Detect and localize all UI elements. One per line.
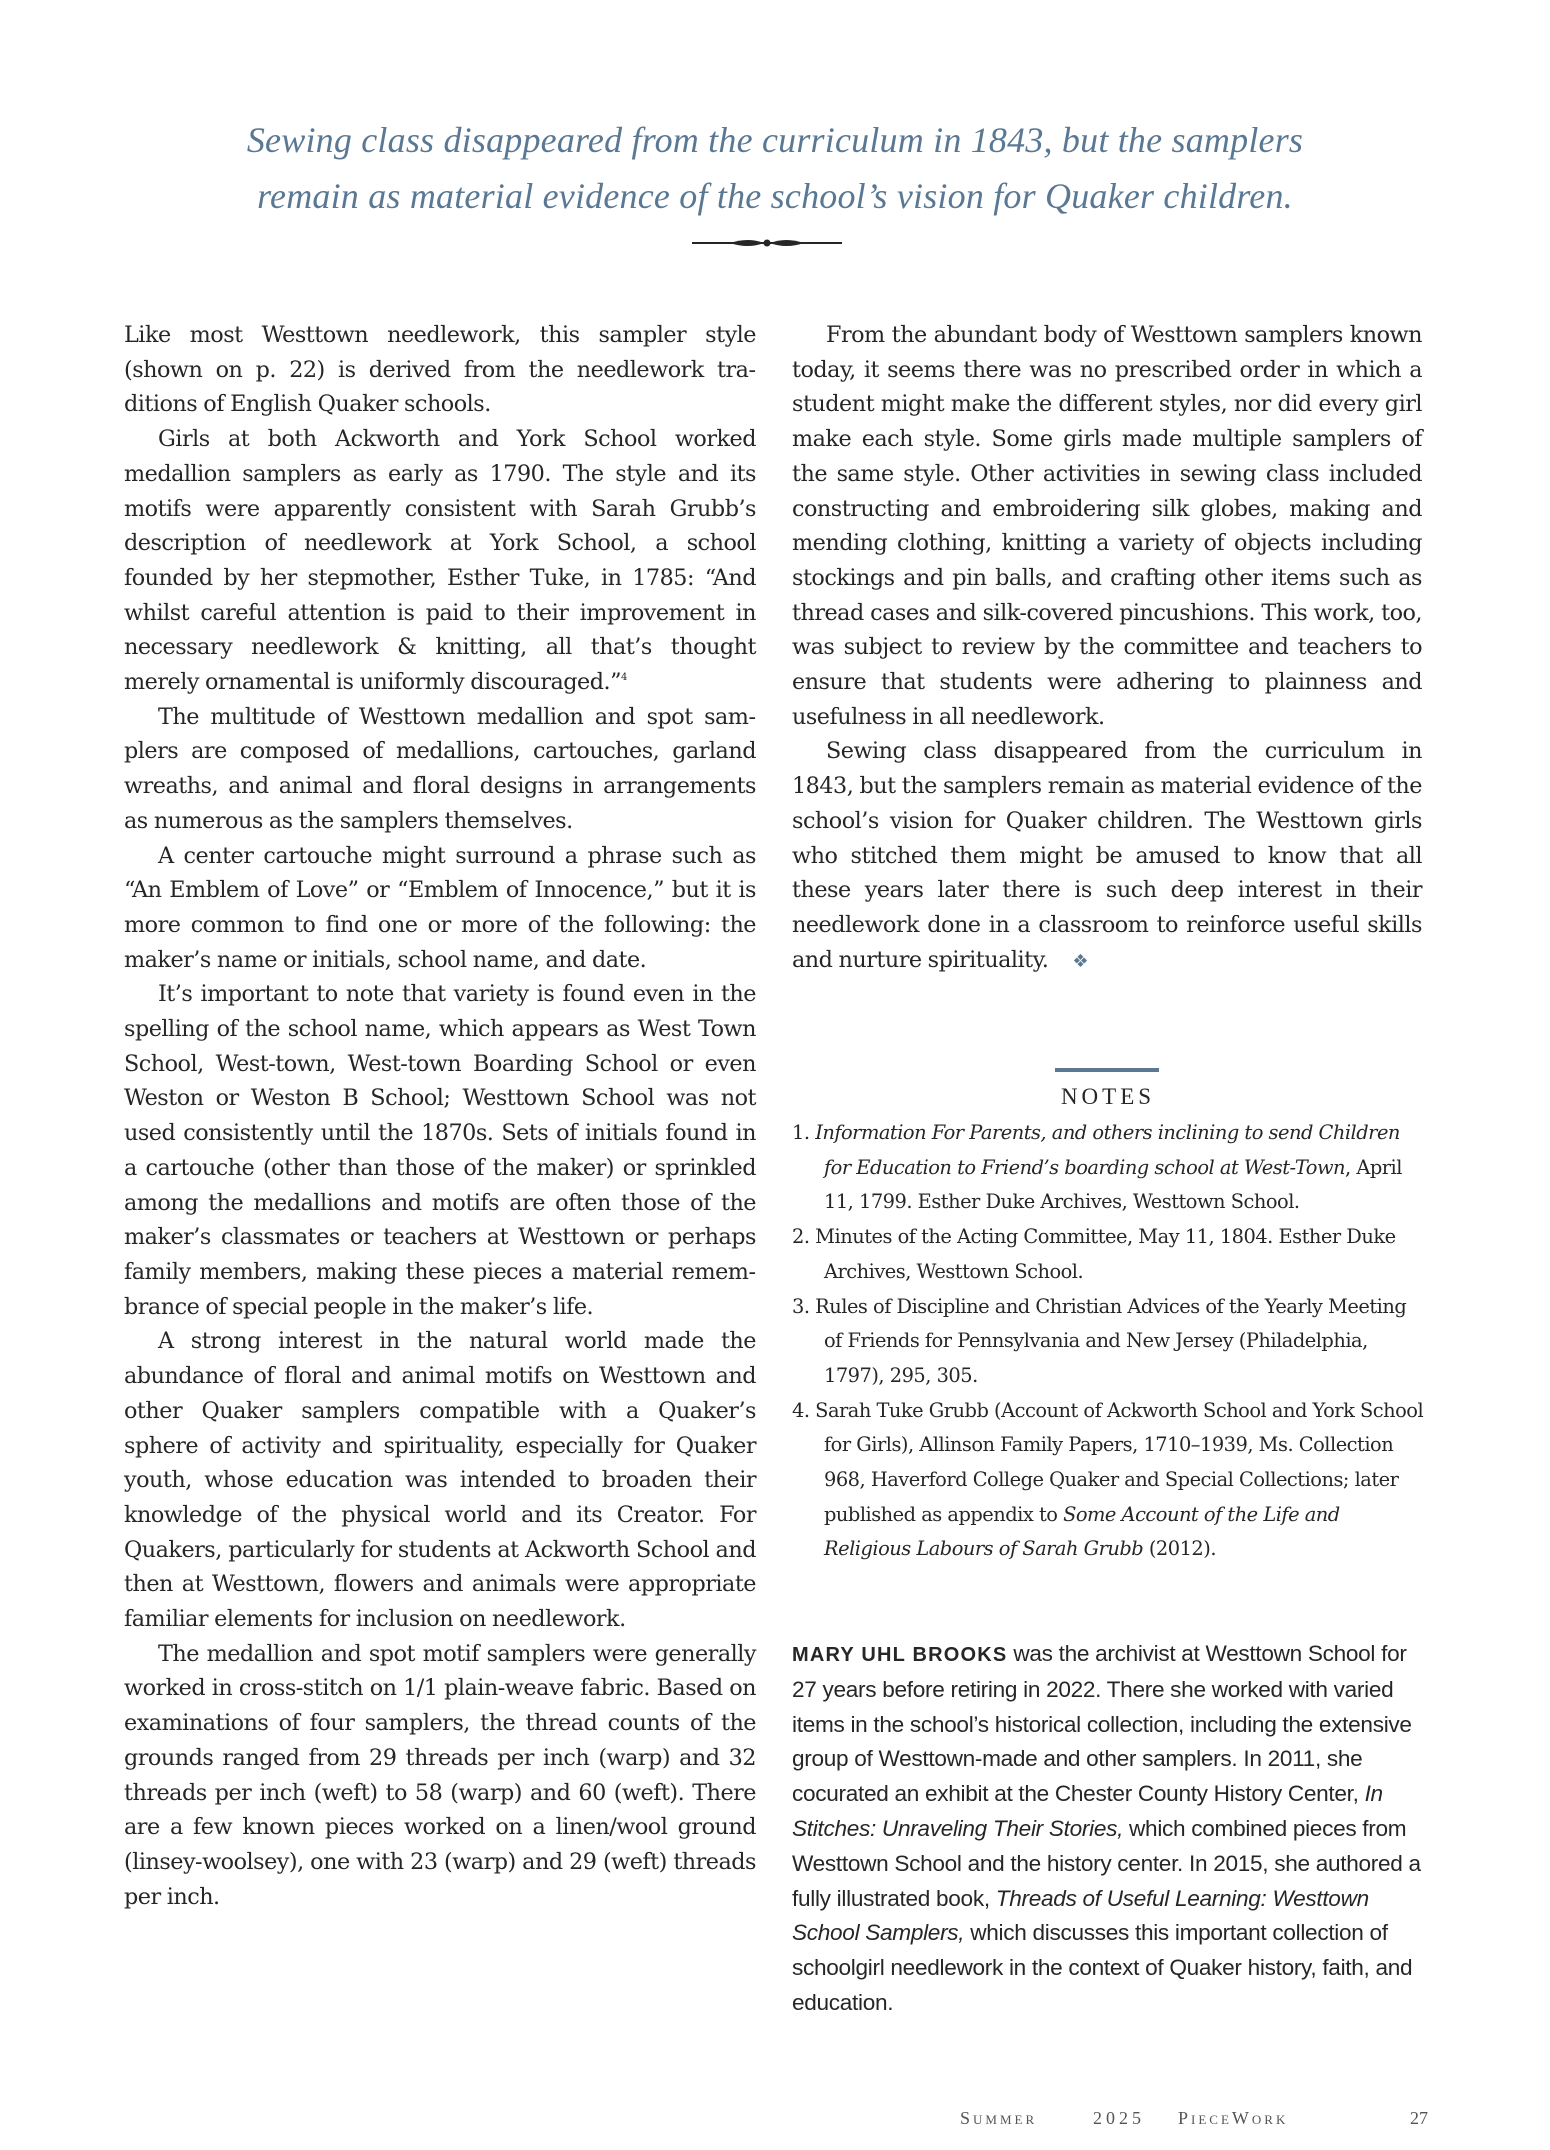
notes-list — [792, 1116, 1424, 1567]
footer-magazine: PieceWork — [1178, 2108, 1289, 2128]
page-footer — [960, 2108, 1430, 2132]
bio-text: was the archivist at Westtown School for 27 years before retiring in 2022. There she worked with varied items in the school’s historical collection, including the extensive group of Westtown-made and other samplers. In 2011, she cocurated an exhibit at the Chester County History Center, — [792, 1641, 1412, 1807]
right-column — [792, 318, 1422, 979]
paragraph — [792, 734, 1422, 979]
paragraph — [124, 422, 756, 700]
left-column — [124, 318, 756, 1914]
paragraph-text: Sewing class disappeared from the curriculum in 1843, but the samplers remain as material evidence of the school’s vision for Quaker children. The Westtown girls who stitched them might be amused to know that all these years later there is such deep interest in their needlework done in a classroom to reinforce useful skills and nurture spirituality. — [792, 738, 1422, 973]
footer-season: Summer — [960, 2108, 1038, 2128]
paragraph: From the abundant body of Westtown samplers known today, it seems there was no prescribed order in which a student might make the different styles, nor did every girl make each style. Some girls made multiple samplers of the same style. Other activities in sewing class included constructing and embroidering silk globes, making and mending clothing, knitting a variety of objects including stockings and pin balls, and crafting other items such as thread cases and silk-covered pincushions. This work, too, was subject to review by the committee and teachers to ensure that students were adhering to plainness and usefulness in all needlework. — [792, 322, 1422, 730]
paragraph: The multitude of Westtown medallion and spot samplers are composed of medallions, cartouches, garland wreaths, and animal and floral designs in arrangements as numerous as the samplers themselves. — [124, 703, 756, 834]
paragraph: A center cartouche might surround a phrase such as “An Emblem of Love” or “Emblem of Innocence,” but it is more common to find one or more of the following: the maker’s name or initials, school name, and date. — [124, 842, 756, 973]
pull-quote-line-1: Sewing class disappeared from the curriculum in 1843, but the samplers — [246, 120, 1304, 160]
note-item — [792, 1116, 1424, 1220]
note-text: (2012). — [1143, 1537, 1216, 1561]
note-text: 4. Sarah Tuke Grubb (Account of Ackworth School and York School for Girls), Allinson Family Papers, 1710–1939, Ms. Collection 968, Haverford College Quaker and Special Collections; later published as appendix to — [792, 1398, 1424, 1526]
paragraph: Like most Westtown needlework, this sampler style (shown on p. 22) is derived from the needlework traditions of English Quaker schools. — [124, 322, 756, 418]
note-item: 3. Rules of Discipline and Christian Advices of the Yearly Meeting of Friends for Pennsylvania and New Jersey (Philadelphia, 1797), 295, 305. — [792, 1294, 1407, 1387]
pull-quote-line-2: remain as material evidence of the school’s vision for Quaker children. — [257, 176, 1293, 216]
note-reference: 4 — [621, 672, 627, 684]
note-number: 1. — [792, 1121, 810, 1144]
note-title: Information For Parents, and others inclining to send Children for Education to Friend’s boarding school at West-Town — [815, 1121, 1400, 1179]
bio-title: In Stitches: Unraveling Their Stories, — [792, 1781, 1383, 1841]
author-name: MARY UHL BROOKS — [792, 1644, 1008, 1666]
page-number: 27 — [1410, 2108, 1428, 2128]
bio-title: Threads of Useful Learning: Westtown School Samplers, — [792, 1885, 1369, 1946]
paragraph: A strong interest in the natural world made the abundance of floral and animal motifs on Westtown and other Quaker samplers compatible with a Quaker’s sphere of activity and spirituality, especially for Quaker youth, whose education was intended to broaden their knowledge of the physical world and its Creator. For Quakers, particularly for students at Ackworth School and then at Westtown, flowers and animals were appropriate familiar elements for inclusion on needlework. — [124, 1328, 756, 1633]
divider-ornament-icon — [690, 236, 844, 250]
note-title: Some Account of the Life and Religious Labours of Sarah Grubb — [824, 1502, 1340, 1561]
pull-quote — [120, 112, 1430, 224]
notes-heading: NOTES — [1060, 1084, 1156, 1109]
paragraph: It’s important to note that variety is found even in the spelling of the school name, which appears as West Town School, West-town, West-town Boarding School or even Weston or Weston B School; Westtown School was not used consistently until the 1870s. Sets of initials found in a cartouche (other than those of the maker) or sprinkled among the medallions and motifs are often those of the maker’s classmates or teachers at Westtown or perhaps family members, making these pieces a material remembrance of special people in the maker’s life. — [124, 981, 756, 1320]
note-text: , April 11, 1799. Esther Duke Archives, Westtown School. — [824, 1155, 1402, 1214]
notes-divider — [1055, 1068, 1159, 1072]
note-item: 2. Minutes of the Acting Committee, May 11, 1804. Esther Duke Archives, Westtown School. — [792, 1225, 1396, 1283]
footer-year: 2025 — [1093, 2108, 1145, 2128]
bio-text: which discusses this important collection of schoolgirl needlework in the context of Quaker history, faith, and education. — [792, 1920, 1413, 2015]
author-bio — [792, 1637, 1424, 2021]
paragraph: The medallion and spot motif samplers were generally worked in cross-stitch on 1/1 plain-weave fabric. Based on examinations of four samplers, the thread counts of the grounds ranged from 29 threads per inch (warp) and 32 threads per inch (weft) to 58 (warp) and 60 (weft). There are a few known pieces worked on a linen/wool ground (linsey-woolsey), one with 23 (warp) and 29 (weft) threads per inch. — [124, 1640, 756, 1910]
paragraph-text: Girls at both Ackworth and York School worked medallion samplers as early as 1790. The style and its motifs were apparently consistent with Sarah Grubb’s description of needlework at York School, a school founded by her stepmother, Esther Tuke, in 1785: “And whilst careful attention is paid to their improvement in necessary needlework & knitting, all that’s thought merely ornamental is uniformly discouraged.” — [124, 426, 756, 696]
end-mark-icon: ❖ — [1072, 950, 1088, 972]
note-item — [792, 1394, 1424, 1568]
bio-text: which combined pieces from Westtown School and the history center. In 2015, she authored a fully illustrated book, — [792, 1815, 1421, 1911]
